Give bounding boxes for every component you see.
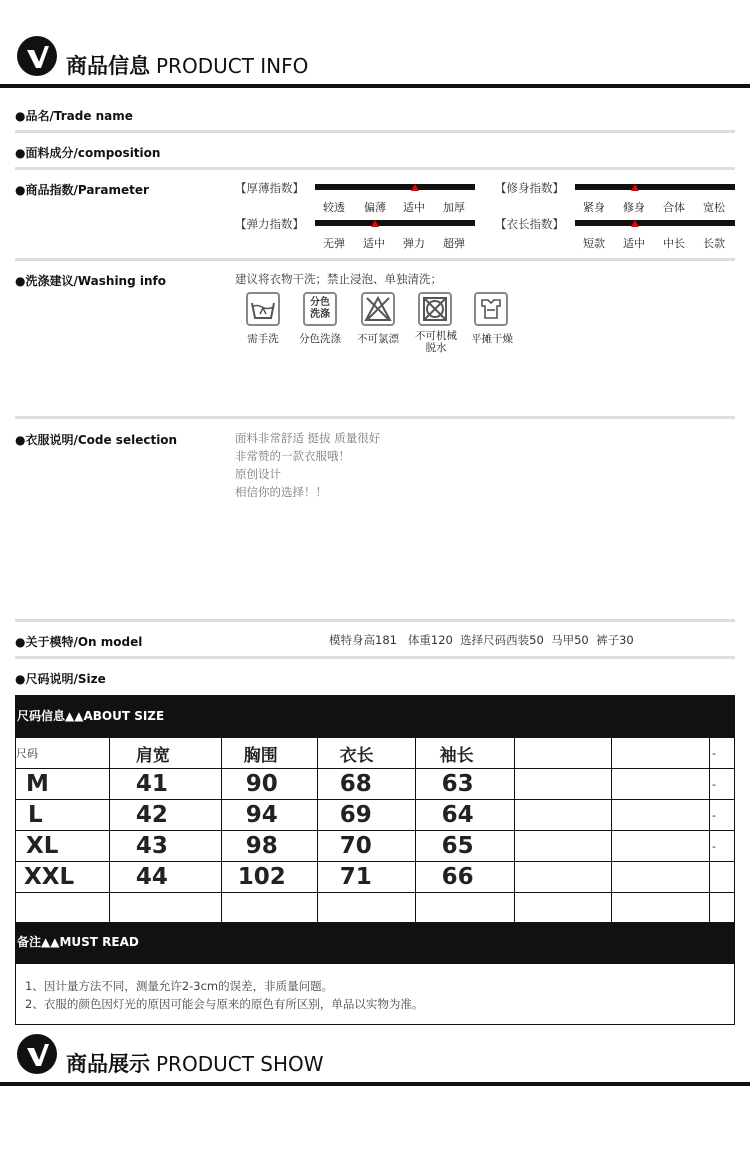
param-label-thickness: 【厚薄指数】	[235, 181, 304, 195]
row-divider	[15, 258, 735, 261]
row-divider	[15, 416, 735, 419]
table-cell	[415, 893, 515, 924]
header-divider	[0, 84, 750, 88]
table-cell	[515, 769, 612, 800]
table-cell	[612, 893, 710, 924]
wash-label: 不可氯漂	[357, 333, 399, 345]
row-divider	[15, 130, 735, 133]
table-cell	[709, 862, 734, 893]
table-cell: 71	[317, 862, 415, 893]
wash-label: 平摊干燥	[471, 333, 513, 345]
no-bleach-icon	[361, 292, 395, 326]
param-bar-elasticity	[315, 220, 475, 226]
param-indicator-thickness	[411, 184, 419, 191]
table-cell: 98	[221, 831, 317, 862]
table-cell	[612, 800, 710, 831]
table-cell: 68	[317, 769, 415, 800]
table-cell: 65	[415, 831, 515, 862]
table-cell: 102	[221, 862, 317, 893]
washing-advice: 建议将衣物干洗；禁止浸泡、单独清洗；	[235, 272, 442, 286]
param-option: 弹力	[403, 237, 425, 250]
table-cell	[612, 738, 710, 769]
param-bar-thickness	[315, 184, 475, 190]
param-option: 长款	[703, 237, 725, 250]
table-cell	[317, 893, 415, 924]
hand-wash-icon	[246, 292, 280, 326]
table-cell: 44	[109, 862, 221, 893]
table-cell	[221, 893, 317, 924]
param-label-length: 【衣长指数】	[495, 217, 564, 231]
param-indicator-elasticity	[371, 220, 379, 227]
table-cell: -	[709, 831, 734, 862]
param-option: 紧身	[583, 201, 605, 214]
wash-label: 需手洗	[247, 333, 279, 345]
model-info: 模特身高181 体重120 选择尺码西装50 马甲50 裤子30	[329, 633, 634, 647]
table-cell: 90	[221, 769, 317, 800]
table-cell: 66	[415, 862, 515, 893]
no-machine-dry-icon	[418, 292, 452, 326]
table-cell: XL	[16, 831, 110, 862]
table-cell	[109, 893, 221, 924]
table-cell: 尺码	[16, 738, 110, 769]
table-cell	[515, 862, 612, 893]
table-cell: 64	[415, 800, 515, 831]
section-title-product-show: 商品展示 PRODUCT SHOW	[66, 1052, 324, 1076]
param-option: 合体	[663, 201, 685, 214]
row-label-parameter: ●商品指数/Parameter	[15, 183, 149, 197]
description-line: 原创设计	[235, 467, 281, 481]
table-cell: -	[709, 769, 734, 800]
table-cell: M	[16, 769, 110, 800]
brand-logo-icon	[17, 36, 57, 76]
wash-label: 分色洗涤	[299, 333, 341, 345]
param-option: 修身	[623, 201, 645, 214]
param-option: 短款	[583, 237, 605, 250]
description-line: 相信你的选择！！	[235, 485, 327, 499]
table-cell: L	[16, 800, 110, 831]
table-cell: 胸围	[221, 738, 317, 769]
row-divider	[15, 619, 735, 622]
param-indicator-fit	[631, 184, 639, 191]
table-row	[16, 800, 735, 831]
param-label-elasticity: 【弹力指数】	[235, 217, 304, 231]
param-option: 加厚	[443, 201, 465, 214]
param-option: 适中	[623, 237, 645, 250]
header-divider	[0, 1082, 750, 1086]
row-label-code-selection: ●衣服说明/Code selection	[15, 433, 178, 447]
size-table	[15, 737, 735, 924]
table-cell	[515, 738, 612, 769]
table-row	[16, 831, 735, 862]
table-row	[16, 769, 735, 800]
param-label-fit: 【修身指数】	[495, 181, 564, 195]
row-label-composition: ●面料成分/composition	[15, 146, 161, 160]
table-cell	[612, 831, 710, 862]
wash-label: 不可机械 脱水	[415, 330, 457, 354]
separate-wash-icon: 分色 洗涤	[303, 292, 337, 326]
row-label-size: ●尺码说明/Size	[15, 672, 106, 686]
table-cell: -	[709, 800, 734, 831]
size-table-header-bar: 尺码信息▲▲ABOUT SIZE	[15, 695, 735, 737]
param-option: 适中	[403, 201, 425, 214]
table-row	[16, 738, 735, 769]
table-cell: 袖长	[415, 738, 515, 769]
param-bar-fit	[575, 184, 735, 190]
table-row	[16, 862, 735, 893]
flat-dry-icon	[474, 292, 508, 326]
param-option: 无弹	[323, 237, 345, 250]
param-option: 超弹	[443, 237, 465, 250]
table-cell	[709, 893, 734, 924]
table-row	[16, 893, 735, 924]
param-bar-length	[575, 220, 735, 226]
description-line: 面料非常舒适 挺拔 质量很好	[235, 431, 381, 445]
param-indicator-length	[631, 220, 639, 227]
table-cell: 70	[317, 831, 415, 862]
param-option: 偏薄	[364, 201, 386, 214]
section-title-product-info: 商品信息 PRODUCT INFO	[66, 54, 309, 78]
table-cell	[515, 893, 612, 924]
table-cell: 69	[317, 800, 415, 831]
table-cell: -	[709, 738, 734, 769]
row-label-trade-name: ●品名/Trade name	[15, 109, 133, 123]
table-cell	[515, 831, 612, 862]
row-label-washing: ●洗涤建议/Washing info	[15, 274, 166, 288]
table-cell	[612, 769, 710, 800]
table-cell: XXL	[16, 862, 110, 893]
note-line: 2、衣服的颜色因灯光的原因可能会与原来的原色有所区别，单品以实物为准。	[25, 997, 424, 1011]
note-line: 1、因计量方法不同，测量允许2-3cm的误差，非质量问题。	[25, 979, 334, 993]
table-cell: 63	[415, 769, 515, 800]
param-option: 中长	[663, 237, 685, 250]
table-cell	[515, 800, 612, 831]
notes-box	[15, 963, 735, 1025]
notes-header-bar: 备注▲▲MUST READ	[15, 922, 735, 963]
param-option: 较透	[323, 201, 345, 214]
brand-logo-icon	[17, 1034, 57, 1074]
table-cell	[16, 893, 110, 924]
param-option: 适中	[363, 237, 385, 250]
row-divider	[15, 167, 735, 170]
table-cell: 衣长	[317, 738, 415, 769]
table-cell: 43	[109, 831, 221, 862]
table-cell: 肩宽	[109, 738, 221, 769]
table-cell: 94	[221, 800, 317, 831]
table-cell: 41	[109, 769, 221, 800]
table-cell: 42	[109, 800, 221, 831]
row-divider	[15, 656, 735, 659]
table-cell	[612, 862, 710, 893]
row-label-on-model: ●关于模特/On model	[15, 635, 143, 649]
description-line: 非常赞的一款衣服哦！	[235, 449, 350, 463]
param-option: 宽松	[703, 201, 725, 214]
